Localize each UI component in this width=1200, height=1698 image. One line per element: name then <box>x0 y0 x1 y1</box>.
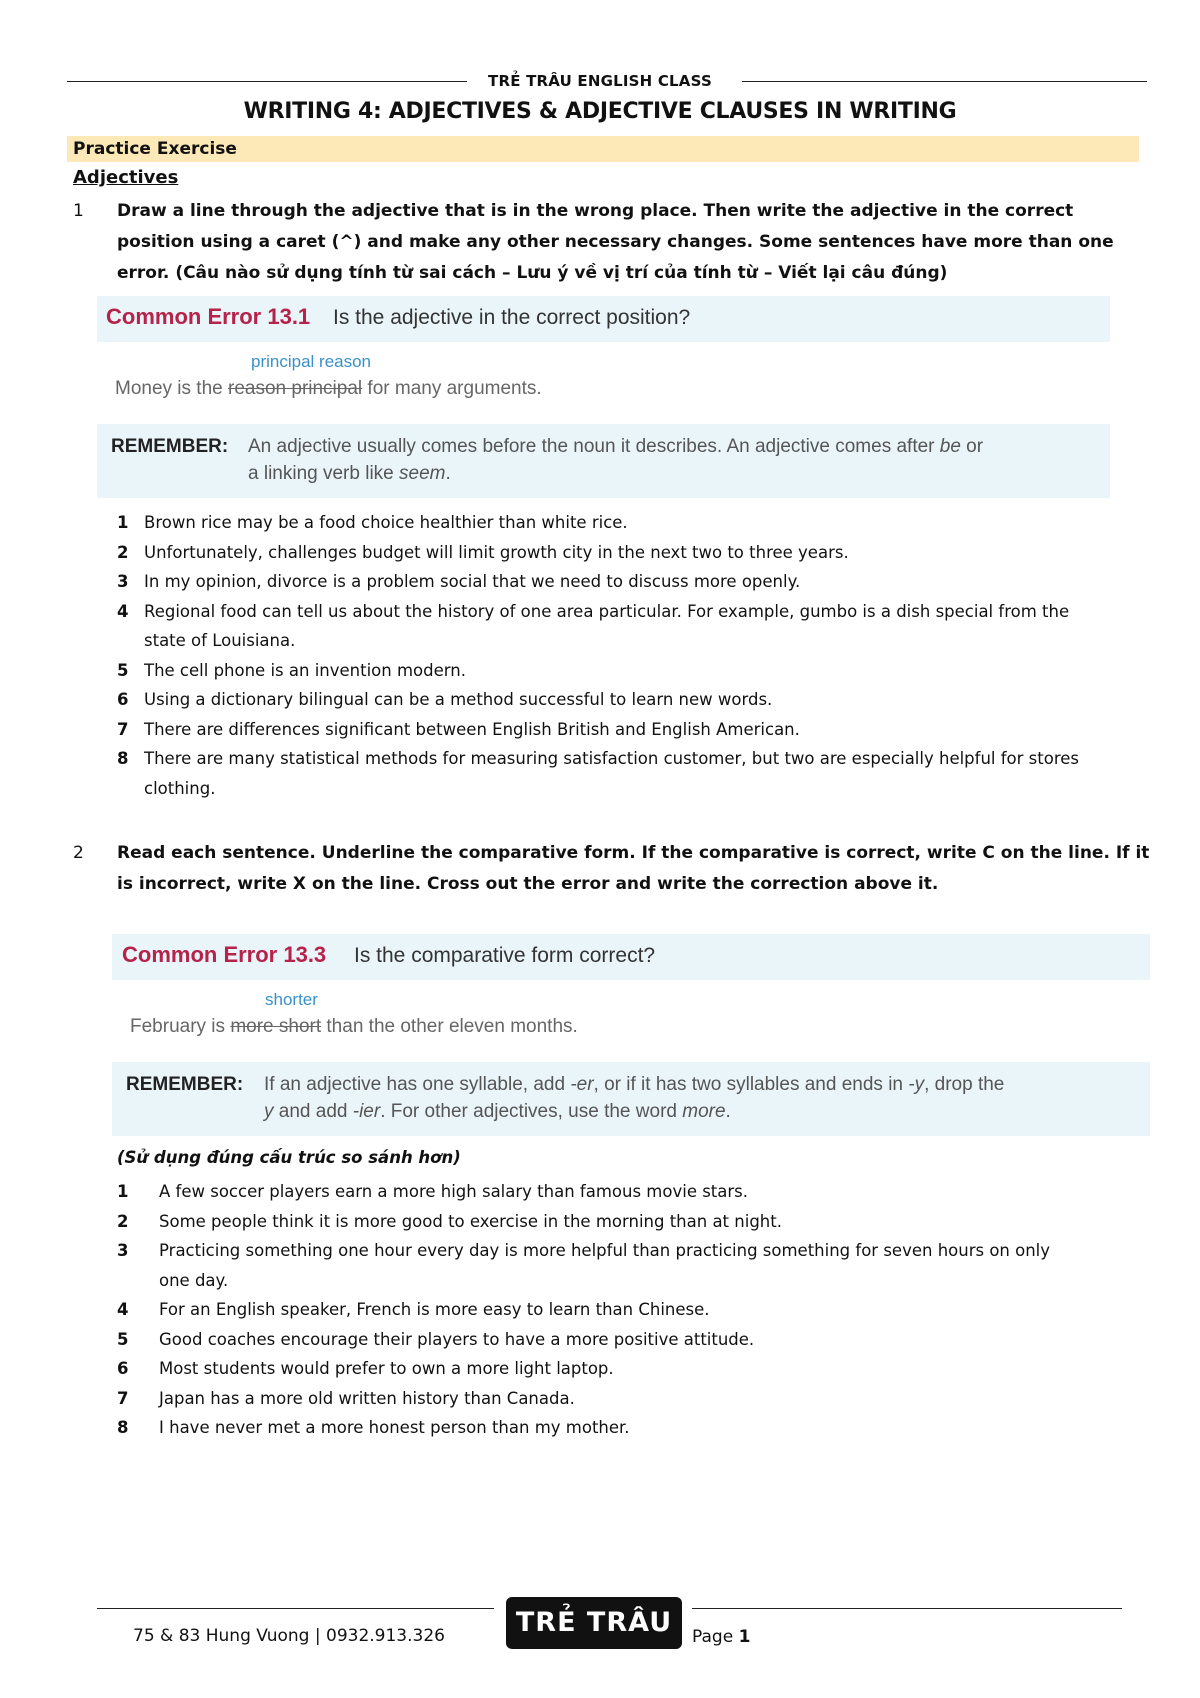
remember-label: REMEMBER: <box>111 436 229 457</box>
list-item: 3 Practicing something one hour every day is more helpful than practicing something for seven hours on only one day. <box>117 1241 1051 1290</box>
practice-label: Practice Exercise <box>67 136 1139 162</box>
list-item: 6 Using a dictionary bilingual can be a method successful to learn new words. <box>117 690 773 709</box>
exercise2-note: (Sử dụng đúng cấu trúc so sánh hơn) <box>117 1148 461 1167</box>
remember-label: REMEMBER: <box>126 1074 244 1095</box>
example-sentence: Money is the reason principal for many arguments. <box>115 378 542 399</box>
class-name: TRẺ TRÂU ENGLISH CLASS <box>488 72 712 90</box>
exercise2-list <box>117 1177 1157 1443</box>
exercise1-number: 1 <box>73 201 84 221</box>
correction-text: shorter <box>265 990 318 1009</box>
list-item: 7 There are differences significant between English British and English American. <box>117 719 800 739</box>
exercise2-instruction <box>117 838 1157 900</box>
instruction-line: is incorrect, write X on the line. Cross out the error and write the correction above it. <box>117 874 939 894</box>
page-number: Page 1 <box>692 1627 751 1647</box>
struck-text: reason principal <box>228 378 363 399</box>
example-area <box>97 342 1110 424</box>
exercise1-instruction <box>117 196 1157 289</box>
instruction-line: Draw a line through the adjective that is in the wrong place. Then write the adjective in the correct <box>117 201 1074 221</box>
footer-address: 75 & 83 Hung Vuong | 0932.913.326 <box>133 1626 445 1646</box>
list-item: 8 I have never met a more honest person than my mother. <box>117 1418 630 1437</box>
list-item: 1 A few soccer players earn a more high salary than famous movie stars. <box>117 1182 749 1201</box>
page-title: WRITING 4: ADJECTIVES & ADJECTIVE CLAUSES IN WRITING <box>243 99 957 124</box>
list-item: 6 Most students would prefer to own a more light laptop. <box>117 1359 614 1378</box>
list-item: 8 There are many statistical methods for measuring satisfaction customer, but two are especially helpful for stores clothing. <box>117 749 1080 798</box>
box-title: Common Error 13.1 <box>106 304 311 329</box>
exercise1-list <box>117 508 1157 803</box>
list-item: 4 Regional food can tell us about the history of one area particular. For example, gumbo is a dish special from the state of Louisiana. <box>117 601 1070 650</box>
box-title: Common Error 13.3 <box>122 942 327 967</box>
common-error-box-2 <box>112 934 1150 1136</box>
box-question: Is the adjective in the correct position? <box>333 306 691 329</box>
list-item: 7 Japan has a more old written history than Canada. <box>117 1388 575 1408</box>
list-item: 3 In my opinion, divorce is a problem social that we need to discuss more openly. <box>117 572 801 591</box>
list-item: 1 Brown rice may be a food choice healthier than white rice. <box>117 513 628 532</box>
instruction-line: error. (Câu nào sử dụng tính từ sai cách – Lưu ý về vị trí của tính từ – Viết lại câu đúng) <box>117 263 948 283</box>
list-item: 4 For an English speaker, French is more easy to learn than Chinese. <box>117 1300 710 1319</box>
box-question: Is the comparative form correct? <box>354 944 656 967</box>
correction-text: principal reason <box>251 352 372 371</box>
list-item: 2 Some people think it is more good to exercise in the morning than at night. <box>117 1211 782 1231</box>
example-sentence: February is more short than the other eleven months. <box>130 1016 578 1037</box>
list-item: 5 Good coaches encourage their players to have a more positive attitude. <box>117 1329 755 1349</box>
footer-rule-right <box>692 1608 1122 1609</box>
struck-text: more short <box>230 1016 322 1037</box>
remember-text: An adjective usually comes before the noun it describes. An adjective comes after be or a linking verb like seem. <box>248 436 984 484</box>
instruction-line: Read each sentence. Underline the comparative form. If the comparative is correct, write C on the line. If it <box>117 843 1150 863</box>
common-error-box-1 <box>97 296 1110 498</box>
list-item: 5 The cell phone is an invention modern. <box>117 660 466 680</box>
instruction-line: position using a caret (^) and make any other necessary changes. Some sentences have more than one <box>117 232 1114 252</box>
example-area <box>112 980 1150 1062</box>
section-title: Adjectives <box>73 167 179 188</box>
remember-text: If an adjective has one syllable, add -er, or if it has two syllables and ends in -y, drop the y and add -ier. For other adjectives, use the word more. <box>264 1074 1005 1122</box>
list-item: 2 Unfortunately, challenges budget will limit growth city in the next two to three years. <box>117 542 849 562</box>
footer-rule-left <box>97 1608 494 1609</box>
brand-logo: TRẺ TRÂU <box>506 1597 682 1649</box>
exercise2-number: 2 <box>73 843 84 863</box>
